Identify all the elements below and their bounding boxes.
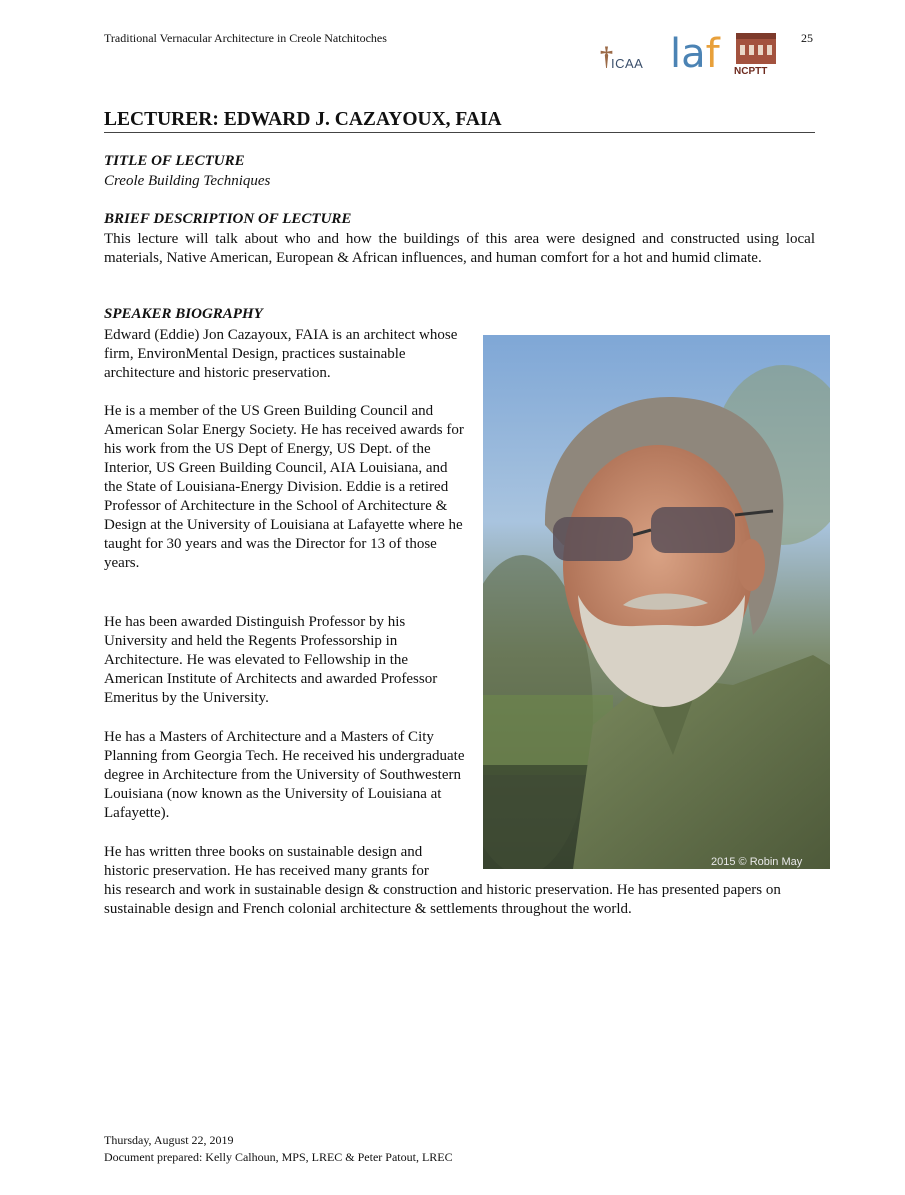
page-number: 25 [801,31,813,45]
bio-paragraph-4: He has a Masters of Architecture and a Masters of City Planning from Georgia Tech. He received his undergraduate degree in Architecture from the University of Southwestern Louisiana (now known as the University of Louisiana at Lafayette). [104,729,465,821]
ncptt-building-icon [736,38,776,64]
speaker-photo [483,335,830,869]
sponsor-logos [600,31,782,80]
laf-logo [670,32,724,76]
bio-paragraph-5-line-2: historic preservation. He has received many grants for [104,863,429,879]
ncptt-logo [734,38,780,78]
laf-logo-l: l [670,31,682,77]
footer-prepared-by: Document prepared: Kelly Calhoun, MPS, LREC & Peter Patout, LREC [104,1150,453,1164]
title-of-lecture-heading: TITLE OF LECTURE [104,153,245,169]
icaa-figure-icon: † [600,42,613,71]
lecture-title-text: Creole Building Techniques [104,173,271,189]
bio-paragraph-3: He has been awarded Distinguish Professor by his University and held the Regents Professorship in Architecture. He was elevated to Fellowship in the American Institute of Architects and awarded Professor Emeritus by the University. [104,614,438,706]
ncptt-logo-text: NCPTT [734,66,768,77]
icaa-logo [600,42,656,72]
lecturer-title: LECTURER: EDWARD J. CAZAYOUX, FAIA [104,109,815,133]
laf-logo-f: f [705,31,720,77]
bio-paragraph-5-line-1: He has written three books on sustainable design and [104,844,423,860]
bio-paragraph-5-rest: his research and work in sustainable design & construction and historic preservation. He has presented papers on sustainable design and French colonial architecture & settlements throughout the world. [104,882,781,917]
brief-description-text: This lecture will talk about who and how the buildings of this area were designed and constructed using local materials, Native American, European & African influences, and human comfort for a hot and humid climate. [104,231,815,267]
running-header: Traditional Vernacular Architecture in Creole Natchitoches [104,31,387,45]
bio-paragraph-2: He is a member of the US Green Building Council and American Solar Energy Society. He has received awards for his work from the US Dept of Energy, US Dept. of the Interior, US Green Building Council, AIA Louisiana, and the State of Louisiana-Energy Division. Eddie is a retired Professor of Architecture in the School of Architecture & Design at the University of Louisiana at Lafayette where he taught for 30 years and was the Director for 13 of those years. [104,403,464,571]
brief-description-heading: BRIEF DESCRIPTION OF LECTURE [104,211,352,227]
icaa-logo-text: ICAA [611,56,644,71]
bio-paragraph-1: Edward (Eddie) Jon Cazayoux, FAIA is an architect whose firm, EnvironMental Design, practices sustainable architecture and historic preservation. [104,327,458,381]
speaker-biography-heading: SPEAKER BIOGRAPHY [104,306,263,322]
photo-credit: 2015 © Robin May [711,856,803,868]
laf-logo-a: a [681,31,706,77]
footer-date: Thursday, August 22, 2019 [104,1133,234,1147]
